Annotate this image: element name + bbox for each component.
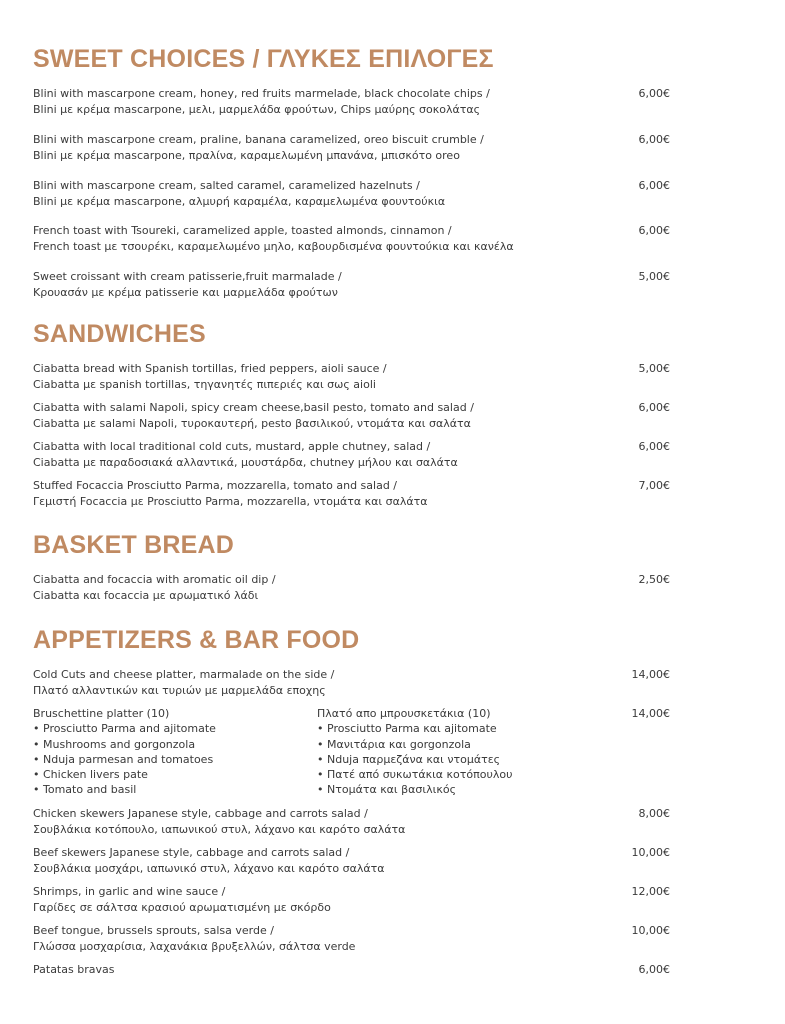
item-desc-gr: Σουβλάκια κοτόπουλο, ιαπωνικού στυλ, λάχανο και καρότο σαλάτα (33, 822, 406, 836)
item-desc-gr: Γλώσσα μοσχαρίσια, λαχανάκια βρυξελλών, σάλτσα verde (33, 939, 356, 953)
item-price: 10,00€ (631, 924, 670, 937)
menu-item (33, 439, 673, 470)
item-desc-en: Ciabatta with salami Napoli, spicy cream cheese,basil pesto, tomato and salad / (33, 401, 474, 414)
menu-item (33, 132, 673, 163)
item-desc-gr: Ciabatta με spanish tortillas, τηγανητές πιπεριές και σως aioli (33, 377, 376, 391)
item-price: 6,00€ (638, 133, 670, 146)
item-price: 5,00€ (638, 362, 670, 375)
bruschettine-option: • Ντομάτα και βασιλικός (317, 782, 512, 797)
bruschettine-title-gr: Πλατό απο μπρουσκετάκια (10) (317, 707, 491, 720)
menu-item (33, 923, 673, 954)
menu-item (33, 178, 673, 209)
bruschettine-option: • Tomato and basil (33, 782, 216, 797)
menu-item (33, 223, 673, 254)
item-desc-gr: Ciabatta με παραδοσιακά αλλαντικά, μουστάρδα, chutney μήλου και σαλάτα (33, 455, 458, 469)
item-price: 2,50€ (638, 573, 670, 586)
item-desc-gr: Blini με κρέμα mascarpone, αλμυρή καραμέλα, καραμελωμένα φουντούκια (33, 194, 446, 208)
item-desc-en: Blini with mascarpone cream, praline, banana caramelized, oreo biscuit crumble / (33, 133, 484, 146)
bruschettine-option: • Nduja parmesan and tomatoes (33, 752, 216, 767)
menu-item (33, 884, 673, 915)
item-price: 6,00€ (638, 87, 670, 100)
item-desc-en: Stuffed Focaccia Prosciutto Parma, mozzarella, tomato and salad / (33, 479, 398, 492)
item-price: 10,00€ (631, 846, 670, 859)
bruschettine-option: • Chicken livers pate (33, 767, 216, 782)
item-desc-gr: French toast με τσουρέκι, καραμελωμένο μηλο, καβουρδισμένα φουντούκια και κανέλα (33, 239, 514, 253)
item-desc-en: Cold Cuts and cheese platter, marmalade on the side / (33, 668, 335, 681)
bruschettine-option: • Mushrooms and gorgonzola (33, 737, 216, 752)
item-desc-gr: Ciabatta με salami Napoli, τυροκαυτερή, pesto βασιλικού, ντομάτα και σαλάτα (33, 416, 471, 430)
bruschettine-title-en: Bruschettine platter (10) (33, 707, 170, 720)
menu-item (33, 962, 673, 978)
bruschettine-gr-column (317, 706, 512, 798)
item-desc-en: Beef skewers Japanese style, cabbage and carrots salad / (33, 846, 350, 859)
section-title-sweet-choices: SWEET CHOICES / ΓΛΥΚΕΣ ΕΠΙΛΟΓΕΣ (33, 45, 494, 73)
menu-item (33, 845, 673, 876)
item-price: 6,00€ (638, 963, 670, 976)
item-desc-en: Ciabatta with local traditional cold cuts, mustard, apple chutney, salad / (33, 440, 431, 453)
menu-item (33, 361, 673, 392)
item-price: 14,00€ (631, 707, 670, 720)
bruschettine-option: • Πατέ από συκωτάκια κοτόπουλου (317, 767, 512, 782)
menu-item (33, 400, 673, 431)
item-price: 6,00€ (638, 401, 670, 414)
item-desc-en: French toast with Tsoureki, caramelized apple, toasted almonds, cinnamon / (33, 224, 452, 237)
item-desc-en: Chicken skewers Japanese style, cabbage and carrots salad / (33, 807, 368, 820)
item-desc-gr: Κρουασάν με κρέμα patisserie και μαρμελάδα φρούτων (33, 285, 338, 299)
menu-item (33, 572, 673, 603)
bruschettine-option: • Prosciutto Parma and ajitomate (33, 721, 216, 736)
item-price: 6,00€ (638, 224, 670, 237)
item-desc-gr: Γεμιστή Focaccia με Prosciutto Parma, mozzarella, ντομάτα και σαλάτα (33, 494, 428, 508)
item-desc-gr: Γαρίδες σε σάλτσα κρασιού αρωματισμένη με σκόρδο (33, 900, 331, 914)
section-title-appetizers: APPETIZERS & BAR FOOD (33, 626, 360, 654)
item-price: 5,00€ (638, 270, 670, 283)
section-title-sandwiches: SANDWICHES (33, 320, 206, 348)
bruschettine-option: • Nduja παρμεζάνα και ντομάτες (317, 752, 512, 767)
item-price: 6,00€ (638, 440, 670, 453)
item-desc-gr: Ciabatta και focaccia με αρωματικό λάδι (33, 588, 259, 602)
item-desc-en: Blini with mascarpone cream, salted caramel, caramelized hazelnuts / (33, 179, 420, 192)
item-price: 7,00€ (638, 479, 670, 492)
section-title-basket-bread: BASKET BREAD (33, 531, 235, 559)
menu-item (33, 269, 673, 300)
item-price: 8,00€ (638, 807, 670, 820)
item-desc-gr: Σουβλάκια μοσχάρι, ιαπωνικό στυλ, λάχανο και καρότο σαλάτα (33, 861, 385, 875)
bruschettine-option: • Prosciutto Parma και ajitomate (317, 721, 512, 736)
item-desc-en: Beef tongue, brussels sprouts, salsa verde / (33, 924, 274, 937)
menu-item (33, 667, 673, 698)
item-price: 12,00€ (631, 885, 670, 898)
item-desc-gr: Blini με κρέμα mascarpone, πραλίνα, καραμελωμένη μπανάνα, μπισκότο oreo (33, 148, 460, 162)
bruschettine-option: • Μανιτάρια και gorgonzola (317, 737, 512, 752)
item-desc-en: Ciabatta and focaccia with aromatic oil dip / (33, 573, 276, 586)
item-desc-en: Ciabatta bread with Spanish tortillas, fried peppers, aioli sauce / (33, 362, 387, 375)
item-price: 14,00€ (631, 668, 670, 681)
item-desc-gr: Πλατό αλλαντικών και τυριών με μαρμελάδα εποχης (33, 683, 326, 697)
menu-item (33, 478, 673, 509)
item-price: 6,00€ (638, 179, 670, 192)
item-desc-en: Patatas bravas (33, 963, 115, 976)
menu-item (33, 86, 673, 117)
item-desc-en: Shrimps, in garlic and wine sauce / (33, 885, 226, 898)
menu-item (33, 806, 673, 837)
item-desc-gr: Blini με κρέμα mascarpone, μελι, μαρμελάδα φρούτων, Chips μαύρης σοκολάτας (33, 102, 481, 116)
bruschettine-en-column (33, 706, 216, 798)
item-desc-en: Sweet croissant with cream patisserie,fruit marmalade / (33, 270, 342, 283)
item-desc-en: Blini with mascarpone cream, honey, red fruits marmelade, black chocolate chips / (33, 87, 490, 100)
